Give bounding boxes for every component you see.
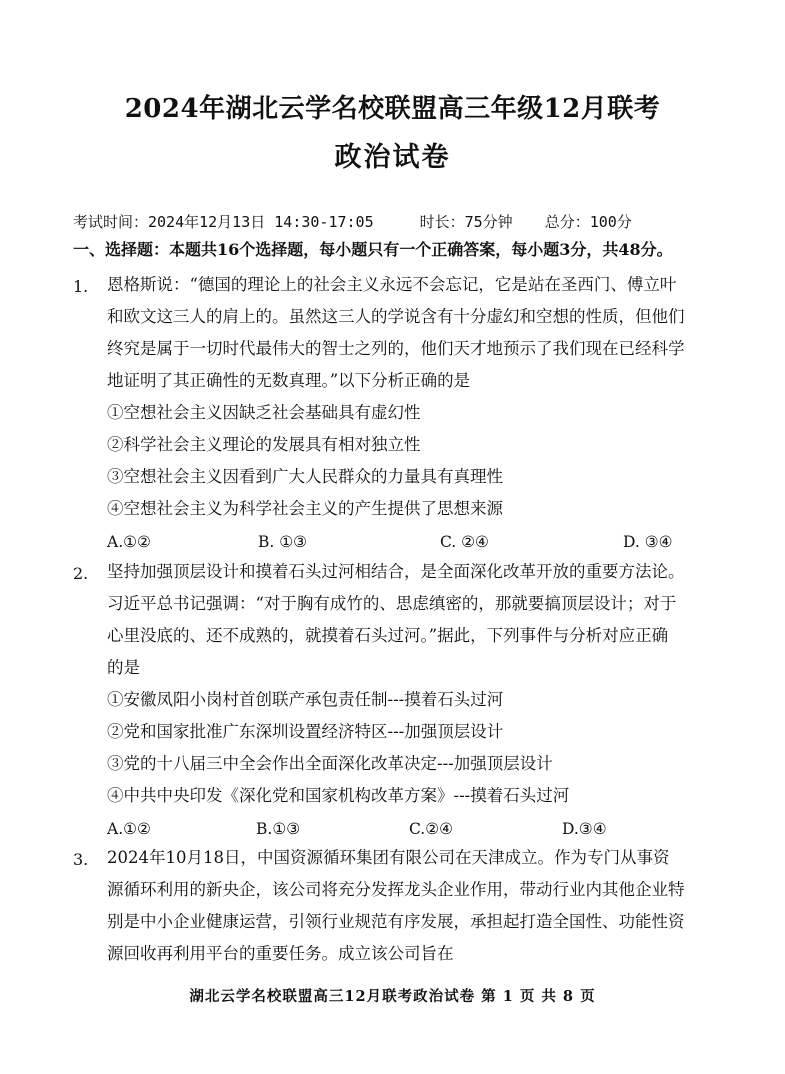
statement: ①安徽凤阳小岗村首创联产承包责任制---摸着石头过河	[107, 690, 504, 709]
statement: ③空想社会主义因看到广大人民群众的力量具有真理性	[107, 467, 503, 486]
exam-total: 总分：100分	[544, 213, 632, 231]
option-a[interactable]: A.①②	[107, 533, 151, 551]
question-number: 1.	[73, 277, 89, 296]
option-b[interactable]: B. ①③	[258, 533, 308, 551]
question-number: 3.	[73, 850, 89, 869]
statement: ①空想社会主义因缺乏社会基础具有虚幻性	[107, 403, 421, 422]
question-text-line: 心里没底的、还不成熟的，就摸着石头过河。”据此，下列事件与分析对应正确	[107, 626, 669, 645]
question-text-line: 坚持加强顶层设计和摸着石头过河相结合，是全面深化改革开放的重要方法论。	[107, 562, 685, 581]
section-heading: 一、选择题：本题共16个选择题，每小题只有一个正确答案，每小题3分，共48分。	[73, 240, 673, 259]
statement: ②党和国家批准广东深圳设置经济特区---加强顶层设计	[107, 722, 504, 741]
statement: ③党的十八届三中全会作出全面深化改革决定---加强顶层设计	[107, 754, 553, 773]
statement: ④空想社会主义为科学社会主义的产生提供了思想来源	[107, 499, 503, 518]
question-text-line: 2024年10月18日，中国资源循环集团有限公司在天津成立。作为专门从事资	[107, 848, 670, 867]
option-d[interactable]: D. ③④	[623, 533, 673, 551]
question-text-line: 别是中小企业健康运营，引领行业规范有序发展，承担起打造全国性、功能性资	[107, 912, 685, 931]
question-number: 2.	[73, 564, 89, 583]
statement: ④中共中央印发《深化党和国家机构改革方案》---摸着石头过河	[107, 786, 570, 805]
exam-subtitle: 政治试卷	[334, 142, 451, 173]
exam-time: 考试时间：2024年12月13日 14:30-17:05	[73, 213, 374, 231]
exam-title: 2024年湖北云学名校联盟高三年级12月联考	[124, 94, 661, 124]
option-c[interactable]: C.②④	[409, 820, 454, 838]
page-footer: 湖北云学名校联盟高三12月联考政治试卷 第 1 页 共 8 页	[189, 988, 596, 1005]
option-b[interactable]: B.①③	[256, 820, 301, 838]
exam-info	[73, 211, 753, 232]
question-text-line: 的是	[107, 658, 140, 677]
statement: ②科学社会主义理论的发展具有相对独立性	[107, 435, 421, 454]
question-text-line: 和欧文这三人的肩上的。虽然这三人的学说含有十分虚幻和空想的性质，但他们	[107, 307, 685, 326]
question-text-line: 源回收再利用平台的重要任务。成立该公司旨在	[107, 944, 454, 963]
question-text-line: 终究是属于一切时代最伟大的智士之列的，他们天才地预示了我们现在已经科学	[107, 339, 685, 358]
option-a[interactable]: A.①②	[107, 820, 151, 838]
option-d[interactable]: D.③④	[562, 820, 607, 838]
question-text-line: 恩格斯说：“德国的理论上的社会主义永远不会忘记，它是站在圣西门、傅立叶	[107, 275, 677, 294]
exam-duration: 时长：75分钟	[419, 213, 513, 231]
option-c[interactable]: C. ②④	[440, 533, 489, 551]
question-text-line: 源循环利用的新央企，该公司将充分发挥龙头企业作用，带动行业内其他企业特	[107, 880, 685, 899]
question-text-line: 习近平总书记强调：“对于胸有成竹的、思虑缜密的，那就要搞顶层设计；对于	[107, 594, 677, 613]
question-text-line: 地证明了其正确性的无数真理。”以下分析正确的是	[107, 371, 471, 390]
